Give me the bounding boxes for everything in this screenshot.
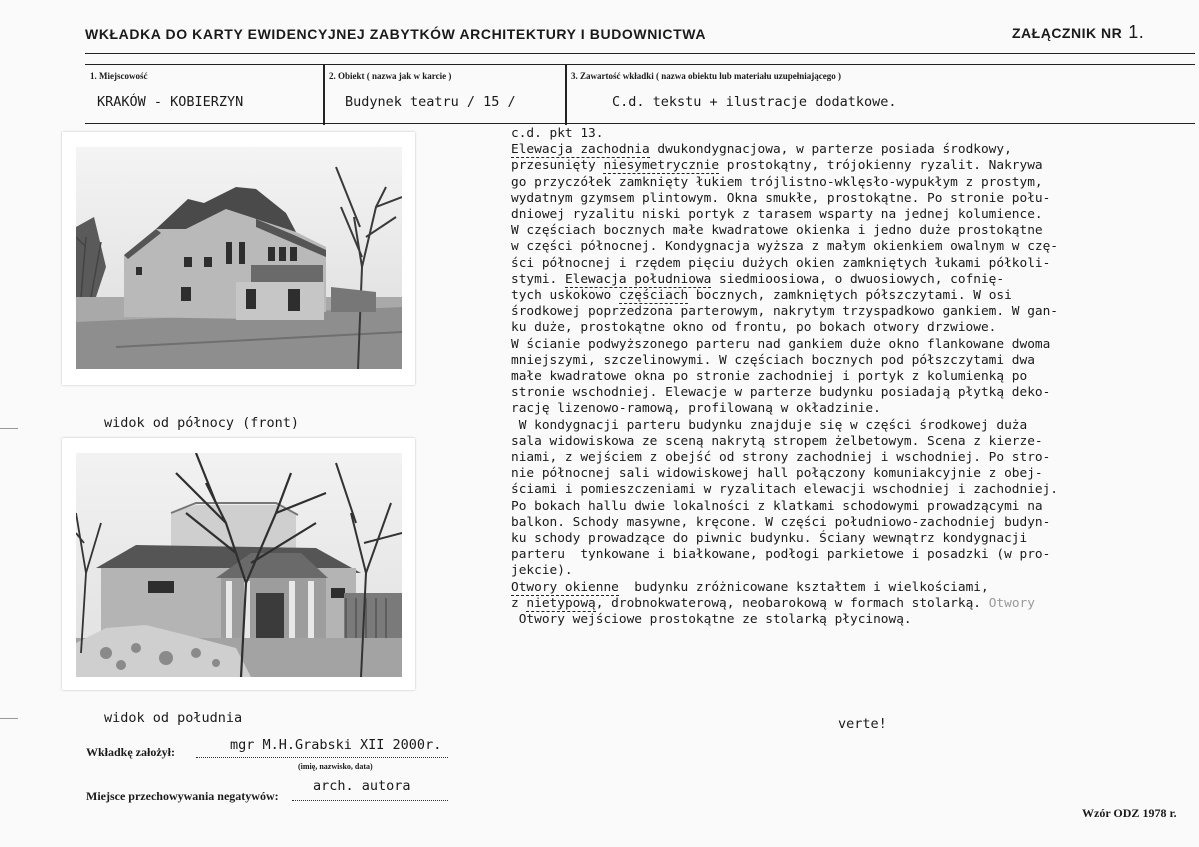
- made-by-value: mgr M.H.Grabski XII 2000r.: [230, 737, 442, 753]
- text-line: go przyczółek zamknięty łukiem trójlistno-wklęsło-wypukłym z prostym,: [511, 174, 1043, 190]
- annex-label: [1012, 22, 1144, 43]
- heading-west-elevation: Elewacja zachodnia: [511, 142, 650, 158]
- text-line: W ścianie podwyższonego parteru nad gankiem duże okno flankowane dwoma: [511, 336, 1051, 352]
- field-divider: [323, 64, 325, 125]
- struck-text: Otwory: [988, 595, 1035, 611]
- annex-number: 1.: [1128, 22, 1145, 42]
- text-line: stymi.: [511, 271, 565, 287]
- field-divider: [565, 64, 567, 125]
- text-line: dwukondygnacjowa, w parterze posiada środkowy,: [649, 142, 1012, 158]
- field-locality-value: KRAKÓW - KOBIERZYN: [97, 94, 244, 110]
- text-line: w części północnej. Kondygnacja wyższa z małym okienkiem owalnym w czę-: [511, 239, 1059, 255]
- text-line: tych uskokowo: [511, 288, 619, 304]
- made-by-label: Wkładkę założył:: [86, 745, 175, 759]
- text-line: , drobnokwaterową, neobarokową w formach stolarką.: [595, 595, 989, 611]
- text-line: z: [511, 595, 527, 611]
- field-content-label: 3. Zawartość wkładki ( nazwa obiektu lub materiału uzupełniającego ): [571, 71, 842, 81]
- description-text: [511, 126, 1111, 628]
- text-line: sala widowiskowa ze sceną nakrytą stropem żelbetowym. Scena z kierze-: [511, 433, 1043, 449]
- text-line: prostokątny, trójokienny ryzalit. Nakrywa: [719, 158, 1043, 174]
- header-rule: [85, 53, 1195, 54]
- text-underlined: nietypową: [526, 595, 596, 611]
- text-line: bocznych, zamkniętych półszczytami. W osi: [688, 288, 1012, 304]
- text-line: niami, z wejściem z obejść od strony zachodniej i wschodniej. Po stro-: [511, 450, 1051, 466]
- text-line: ściami i pomieszczeniami w ryzalitach elewacji wschodniej i zachodniej.: [511, 482, 1059, 498]
- building-south-image: [76, 453, 402, 677]
- caption-north: widok od północy (front): [104, 415, 300, 431]
- text-line: Otwory wejściowe prostokątne ze stolarką płycinową.: [511, 612, 912, 628]
- heading-window-openings: Otwory okienne: [511, 579, 619, 595]
- text-line: budynku zróżnicowane kształtem i wielkościami,: [618, 579, 989, 595]
- text-line: dniowej ryzalitu niski portyk z tarasem wsparty na jednej kolumience.: [511, 207, 1043, 223]
- margin-tick: [0, 718, 18, 719]
- text-line: małe kwadratowe okna po stronie zachodniej i portyk z kolumienką po: [511, 369, 1028, 385]
- text-line: wydatnym gzymsem plintowym. Okna smukłe, prostokątne. Po stronie połu-: [511, 190, 1051, 206]
- heading-south-elevation: Elewacja południowa: [564, 271, 712, 287]
- text-underlined: częściach: [618, 288, 689, 304]
- margin-tick: [0, 428, 18, 429]
- field-object-label: 2. Obiekt ( nazwa jak w karcie ): [329, 71, 452, 81]
- text-line: stronie wschodniej. Elewacje w parterze budynku posiadają płytką deko-: [511, 385, 1051, 401]
- text-line: Po bokach hallu dwie lokalności z klatkami schodowymi prowadzącymi na: [511, 498, 1043, 514]
- text-line: ści północnej i rzędem pięciu dużych okien zamkniętych łukami półkoli-: [511, 255, 1051, 271]
- photo-south: [76, 453, 402, 677]
- storage-dotline: [292, 800, 448, 801]
- verte-note: verte!: [838, 716, 887, 732]
- caption-south: widok od południa: [104, 710, 243, 726]
- text-line: rację lizenowo-ramową, profilowaną w okładzinie.: [511, 401, 881, 417]
- photo-north: [76, 147, 402, 369]
- text-line: parteru tynkowane i białkowane, podłogi parkietowe i posadzki (w pro-: [511, 547, 1051, 563]
- made-by-hint: (imię, nazwisko, data): [298, 762, 373, 771]
- text-line: nie północnej sali widowiskowej hall połączony komuniakcyjnie z obej-: [511, 466, 1043, 482]
- field-locality-label: 1. Miejscowość: [90, 71, 148, 81]
- text-line: ku schody prowadzące do piwnic budynku. Ściany wewnątrz kondygnacji: [511, 531, 1028, 547]
- made-by-dotline: [196, 757, 448, 758]
- form-reference: Wzór ODZ 1978 r.: [1082, 806, 1177, 820]
- text-line: balkon. Schody masywne, kręcone. W części południowo-zachodniej budyn-: [511, 514, 1051, 530]
- field-object-value: Budynek teatru / 15 /: [345, 94, 516, 110]
- text-line: ku duże, prostokątne okno od frontu, po bokach otwory drzwiowe.: [511, 320, 997, 336]
- text-line: środkowej poprzedzona parterowym, nakrytym trzyspadkowo gankiem. W gan-: [511, 304, 1059, 320]
- annex-label-text: ZAŁĄCZNIK NR: [1012, 25, 1123, 41]
- building-north-image: [76, 147, 402, 369]
- text-line: przesunięty: [511, 158, 604, 174]
- text-line: W kondygnacji parteru budynku znajduje się w części środkowej duża: [511, 417, 1028, 433]
- text-underlined: niesymetrycznie: [603, 158, 720, 174]
- text-line: mniejszymi, szczelinowymi. W częściach bocznych pod półszczytami dwa: [511, 352, 1035, 368]
- text-line: W częściach bocznych małe kwadratowe okienka i jedno duże prostokątne: [511, 223, 1043, 239]
- text-line: jekcie).: [511, 563, 573, 579]
- text-line: c.d. pkt 13.: [511, 126, 604, 141]
- storage-label: Miejsce przechowywania negatywów:: [86, 789, 279, 803]
- form-title: WKŁADKA DO KARTY EWIDENCYJNEJ ZABYTKÓW ARCHITEKTURY I BUDOWNICTWA: [85, 26, 707, 42]
- field-content-value: C.d. tekstu + ilustracje dodatkowe.: [612, 94, 897, 110]
- storage-value: arch. autora: [313, 778, 411, 794]
- text-line: siedmioosiowa, o dwuosiowych, cofnię-: [711, 271, 1005, 287]
